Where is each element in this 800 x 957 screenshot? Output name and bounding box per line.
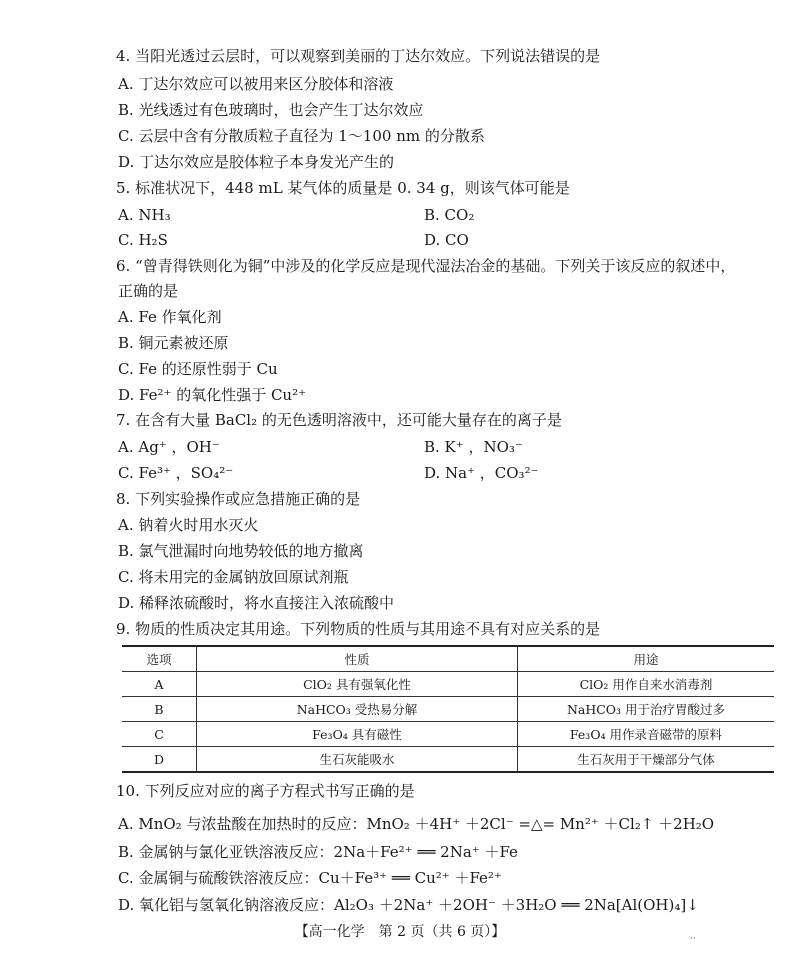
page-footer: 【高一化学 第 2 页（共 6 页）】 (294, 924, 506, 940)
table-cell: Fe₃O₄ 用作录音磁带的原料 (518, 722, 775, 747)
question-9-stem: 9. 物质的性质决定其用途。下列物质的性质与其用途不具有对应关系的是 (116, 620, 601, 638)
question-8-option-b: B. 氯气泄漏时向地势较低的地方撤离 (118, 542, 364, 560)
question-5-option-d: D. CO (424, 231, 469, 249)
table-cell: A (122, 672, 197, 697)
question-4-option-c: C. 云层中含有分散质粒子直径为 1～100 nm 的分散系 (118, 127, 485, 145)
question-4-stem: 4. 当阳光透过云层时，可以观察到美丽的丁达尔效应。下列说法错误的是 (116, 47, 601, 65)
question-5-option-a: A. NH₃ (118, 206, 171, 224)
question-6-option-a: A. Fe 作氧化剂 (118, 308, 222, 326)
question-5-option-c: C. H₂S (118, 231, 168, 249)
question-7-option-a: A. Ag⁺ ，OH⁻ (118, 438, 220, 456)
table-cell: NaHCO₃ 受热易分解 (197, 697, 518, 722)
table-header-cell: 用途 (518, 646, 775, 672)
table-row (122, 697, 774, 722)
question-5-option-b: B. CO₂ (424, 206, 475, 224)
question-10-stem: 10. 下列反应对应的离子方程式书写正确的是 (116, 782, 415, 800)
table-cell: 生石灰用于干燥部分气体 (518, 747, 775, 773)
question-6-option-d: D. Fe²⁺ 的氧化性强于 Cu²⁺ (118, 386, 307, 404)
question-8-stem: 8. 下列实验操作或应急措施正确的是 (116, 490, 361, 508)
table-row (122, 672, 774, 697)
question-7-stem: 7. 在含有大量 BaCl₂ 的无色透明溶液中，还可能大量存在的离子是 (116, 411, 562, 429)
table-header-cell: 选项 (122, 646, 197, 672)
question-9-table (122, 645, 774, 773)
question-7-option-b: B. K⁺ ，NO₃⁻ (424, 438, 523, 456)
question-6-option-c: C. Fe 的还原性弱于 Cu (118, 360, 278, 378)
table-cell: D (122, 747, 197, 773)
question-6-option-b: B. 铜元素被还原 (118, 334, 229, 352)
table-cell: C (122, 722, 197, 747)
table-cell: ClO₂ 用作自来水消毒剂 (518, 672, 775, 697)
table-cell: NaHCO₃ 用于治疗胃酸过多 (518, 697, 775, 722)
corner-mark: ·· (690, 934, 696, 944)
table-cell: 生石灰能吸水 (197, 747, 518, 773)
question-6-stem: 6. “曾青得铁则化为铜”中涉及的化学反应是现代湿法冶金的基础。下列关于该反应的叙述中， (116, 257, 736, 275)
table-header-cell: 性质 (197, 646, 518, 672)
question-4-option-a: A. 丁达尔效应可以被用来区分胶体和溶液 (118, 75, 394, 93)
table-cell: Fe₃O₄ 具有磁性 (197, 722, 518, 747)
question-4-option-b: B. 光线透过有色玻璃时，也会产生丁达尔效应 (118, 101, 424, 119)
table-row (122, 747, 774, 773)
question-5-stem: 5. 标准状况下，448 mL 某气体的质量是 0. 34 g，则该气体可能是 (116, 179, 570, 197)
question-10-option-c: C. 金属铜与硫酸铁溶液反应：Cu＋Fe³⁺ ══ Cu²⁺ ＋Fe²⁺ (118, 869, 502, 887)
question-7-option-c: C. Fe³⁺ ，SO₄²⁻ (118, 464, 234, 482)
table-cell: ClO₂ 具有强氧化性 (197, 672, 518, 697)
table-header-row (122, 646, 774, 672)
question-10-option-b: B. 金属钠与氯化亚铁溶液反应：2Na＋Fe²⁺ ══ 2Na⁺ ＋Fe (118, 843, 518, 861)
question-4-option-d: D. 丁达尔效应是胶体粒子本身发光产生的 (118, 153, 395, 171)
question-8-option-d: D. 稀释浓硫酸时，将水直接注入浓硫酸中 (118, 594, 395, 612)
table-cell: B (122, 697, 197, 722)
question-8-option-c: C. 将未用完的金属钠放回原试剂瓶 (118, 568, 349, 586)
question-6-stem-continued: 正确的是 (118, 282, 179, 300)
table-row (122, 722, 774, 747)
question-10-option-d: D. 氧化铝与氢氧化钠溶液反应：Al₂O₃ ＋2Na⁺ ＋2OH⁻ ＋3H₂O ══ 2Na[Al(OH)₄]↓ (118, 896, 699, 914)
question-7-option-d: D. Na⁺ ，CO₃²⁻ (424, 464, 539, 482)
question-8-option-a: A. 钠着火时用水灭火 (118, 516, 259, 534)
question-10-option-a: A. MnO₂ 与浓盐酸在加热时的反应：MnO₂ ＋4H⁺ ＋2Cl⁻ =△= Mn²⁺ ＋Cl₂↑ ＋2H₂O (118, 815, 715, 833)
